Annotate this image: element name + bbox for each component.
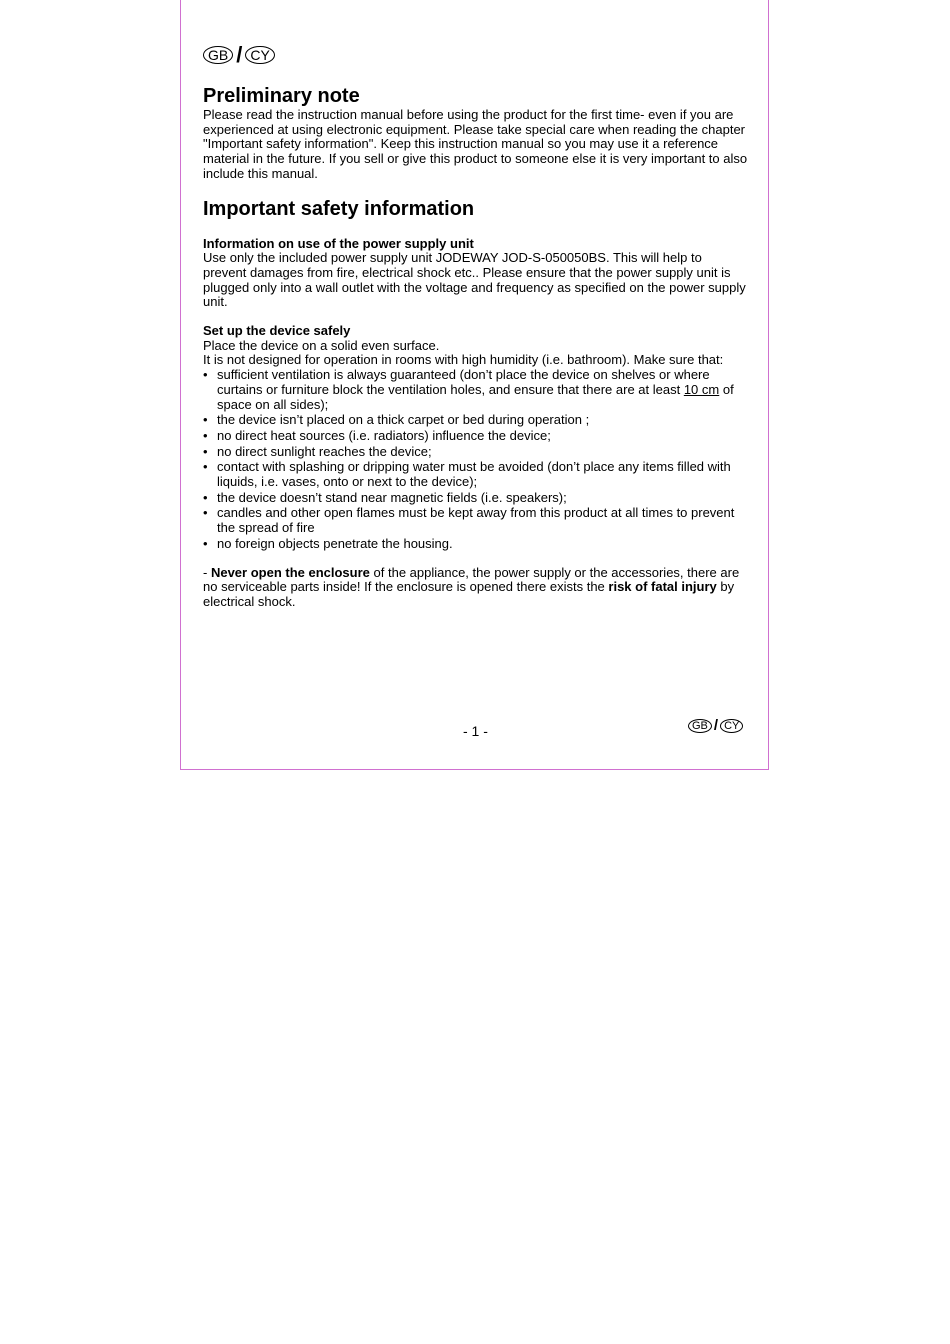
warning-bold-never-open: Never open the enclosure <box>210 564 370 580</box>
list-item <box>203 368 748 412</box>
footer-country-badges <box>688 716 743 736</box>
list-item: • no foreign objects penetrate the housing. <box>203 537 748 552</box>
list-item: • no direct heat sources (i.e. radiators) influence the device; <box>203 429 748 444</box>
list-item: • the device doesn’t stand near magnetic fields (i.e. speakers); <box>203 491 748 506</box>
safety-title: Important safety information <box>203 197 475 220</box>
list-item: • no direct sunlight reaches the device; <box>203 445 748 460</box>
setup-line-1: Place the device on a solid even surface. <box>203 337 440 353</box>
power-supply-heading: Information on use of the power supply unit <box>203 235 474 251</box>
country-badge-gb: GB <box>203 46 233 64</box>
warning-bold-fatal-injury: risk of fatal injury <box>608 579 717 595</box>
list-item: • the device isn’t placed on a thick carpet or bed during operation ; <box>203 413 748 428</box>
page-content <box>203 44 748 610</box>
warning-suffix: by electrical shock. <box>203 579 735 609</box>
setup-line-2: It is not designed for operation in rooms with high humidity (i.e. bathroom). Make sure that: <box>203 352 724 368</box>
distance-value: 10 cm <box>683 381 720 397</box>
warning-prefix: - <box>203 564 211 580</box>
country-badge-cy: CY <box>245 46 274 64</box>
footer-badge-gb: GB <box>688 719 712 733</box>
country-badges <box>203 44 748 66</box>
bullet-text: of space on all sides); <box>217 381 734 412</box>
badge-separator: / <box>236 42 243 67</box>
setup-list <box>203 368 748 551</box>
enclosure-warning <box>203 566 748 610</box>
setup-heading: Set up the device safely <box>203 323 351 339</box>
warning-text: of the appliance, the power supply or the accessories, there are no serviceable parts inside! If the enclosure is opened there exists the <box>203 564 740 595</box>
preliminary-note-title: Preliminary note <box>203 85 360 107</box>
list-item: • candles and other open flames must be kept away from this product at all times to prevent the spread of fire <box>203 506 748 535</box>
footer-badge-separator: / <box>713 717 719 734</box>
list-item: • contact with splashing or dripping water must be avoided (don’t place any items filled with liquids, i.e. vases, onto or next to the device); <box>203 460 748 489</box>
preliminary-note-body: Please read the instruction manual before using the product for the first time- even if you are experienced at using electronic equipment. Please take special care when reading the chapter "Important safety information". Keep this instruction manual so you may use it a reference material in the future. If you sell or give this product to someone else it is very important to also include this manual. <box>203 107 748 181</box>
bullet-text: sufficient ventilation is always guaranteed (don’t place the device on shelves or where curtains or furniture block the ventilation holes, and ensure that there are at least <box>217 367 710 397</box>
power-supply-body: Use only the included power supply unit JODEWAY JOD-S-050050BS. This will help to prevent damages from fire, electrical shock etc.. Please ensure that the power supply unit is plugged only into a wall outlet with the voltage and frequency as specified on the power supply unit. <box>203 250 746 310</box>
footer-badge-cy: CY <box>720 719 743 733</box>
page-number: - 1 - <box>463 723 488 739</box>
